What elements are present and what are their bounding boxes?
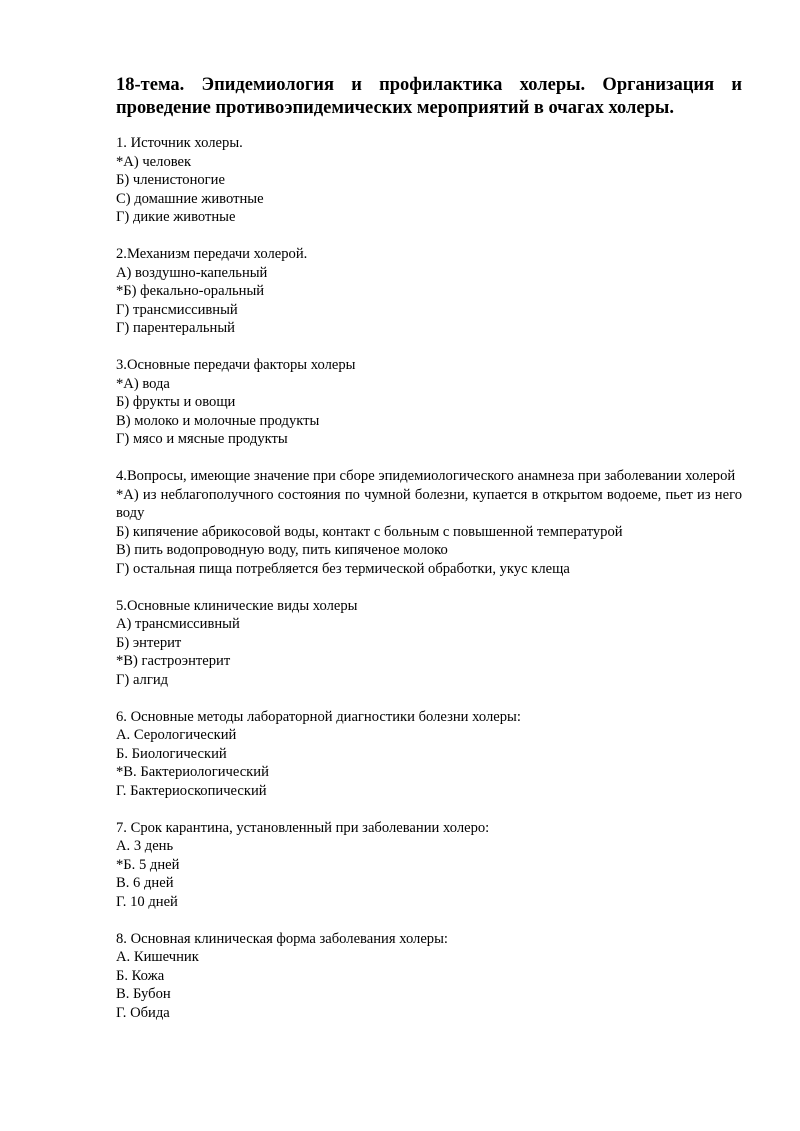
- answer-option: А) воздушно-капельный: [116, 264, 268, 281]
- question-block: [116, 597, 742, 690]
- answer-option: В. Бубон: [116, 986, 171, 1002]
- answer-option: *Б) фекально-оральный: [116, 283, 265, 299]
- answer-option: *А) из неблагополучного состояния по чумной болезни, купается в открытом водоеме, пьет из него воду: [116, 486, 742, 521]
- answer-option: Г) парентеральный: [116, 320, 235, 336]
- question-text: 8. Основная клиническая форма заболевания холеры:: [116, 930, 448, 947]
- answer-option: Г) остальная пища потребляется без термической обработки, укус клеща: [116, 560, 570, 577]
- question-block: [116, 819, 742, 912]
- answer-option: Г) дикие животные: [116, 209, 236, 225]
- answer-option: В. 6 дней: [116, 875, 174, 891]
- answer-option: С) домашние животные: [116, 190, 264, 207]
- answer-option: Г) алгид: [116, 671, 169, 688]
- answer-option: Б) кипячение абрикосовой воды, контакт с больным с повышенной температурой: [116, 523, 623, 540]
- answer-option: Б. Кожа: [116, 967, 165, 984]
- question-text: 2.Механизм передачи холерой.: [116, 246, 308, 262]
- question-text: 6. Основные методы лабораторной диагностики болезни холеры:: [116, 708, 521, 725]
- question-block: [116, 467, 742, 578]
- question-block: [116, 134, 742, 227]
- document-page: [116, 74, 742, 1041]
- answer-option: Г) трансмиссивный: [116, 301, 238, 318]
- answer-option: *А) человек: [116, 153, 192, 170]
- question-text: 7. Срок карантина, установленный при заболевании холеро:: [116, 819, 490, 836]
- question-block: [116, 245, 742, 338]
- answer-option: А) трансмиссивный: [116, 616, 240, 632]
- question-list: [116, 134, 742, 1022]
- question-block: [116, 930, 742, 1023]
- answer-option: В) молоко и молочные продукты: [116, 412, 320, 429]
- answer-option: *Б. 5 дней: [116, 856, 180, 873]
- answer-option: *А) вода: [116, 375, 170, 392]
- answer-option: *В. Бактериологический: [116, 764, 269, 780]
- answer-option: А. Кишечник: [116, 949, 199, 965]
- answer-option: А. Серологический: [116, 727, 237, 743]
- answer-option: Г. Обида: [116, 1004, 170, 1021]
- answer-option: Б. Биологический: [116, 745, 227, 762]
- answer-option: Б) членистоногие: [116, 172, 225, 188]
- question-text: 3.Основные передачи факторы холеры: [116, 357, 356, 373]
- answer-option: Б) фрукты и овощи: [116, 394, 236, 410]
- answer-option: *В) гастроэнтерит: [116, 653, 231, 669]
- question-block: [116, 708, 742, 801]
- answer-option: В) пить водопроводную воду, пить кипяченое молоко: [116, 542, 448, 558]
- question-text: 1. Источник холеры.: [116, 135, 243, 151]
- document-title: 18-тема. Эпидемиология и профилактика холеры. Организация и проведение противоэпидемических мероприятий в очагах холеры.: [116, 75, 742, 118]
- question-block: [116, 356, 742, 449]
- answer-option: Б) энтерит: [116, 634, 182, 651]
- answer-option: Г) мясо и мясные продукты: [116, 431, 288, 447]
- question-text: 5.Основные клинические виды холеры: [116, 597, 358, 614]
- question-text: 4.Вопросы, имеющие значение при сборе эпидемиологического анамнеза при заболевании холерой: [116, 468, 736, 484]
- answer-option: Г. Бактериоскопический: [116, 782, 267, 799]
- answer-option: Г. 10 дней: [116, 893, 178, 910]
- answer-option: А. 3 день: [116, 838, 174, 854]
